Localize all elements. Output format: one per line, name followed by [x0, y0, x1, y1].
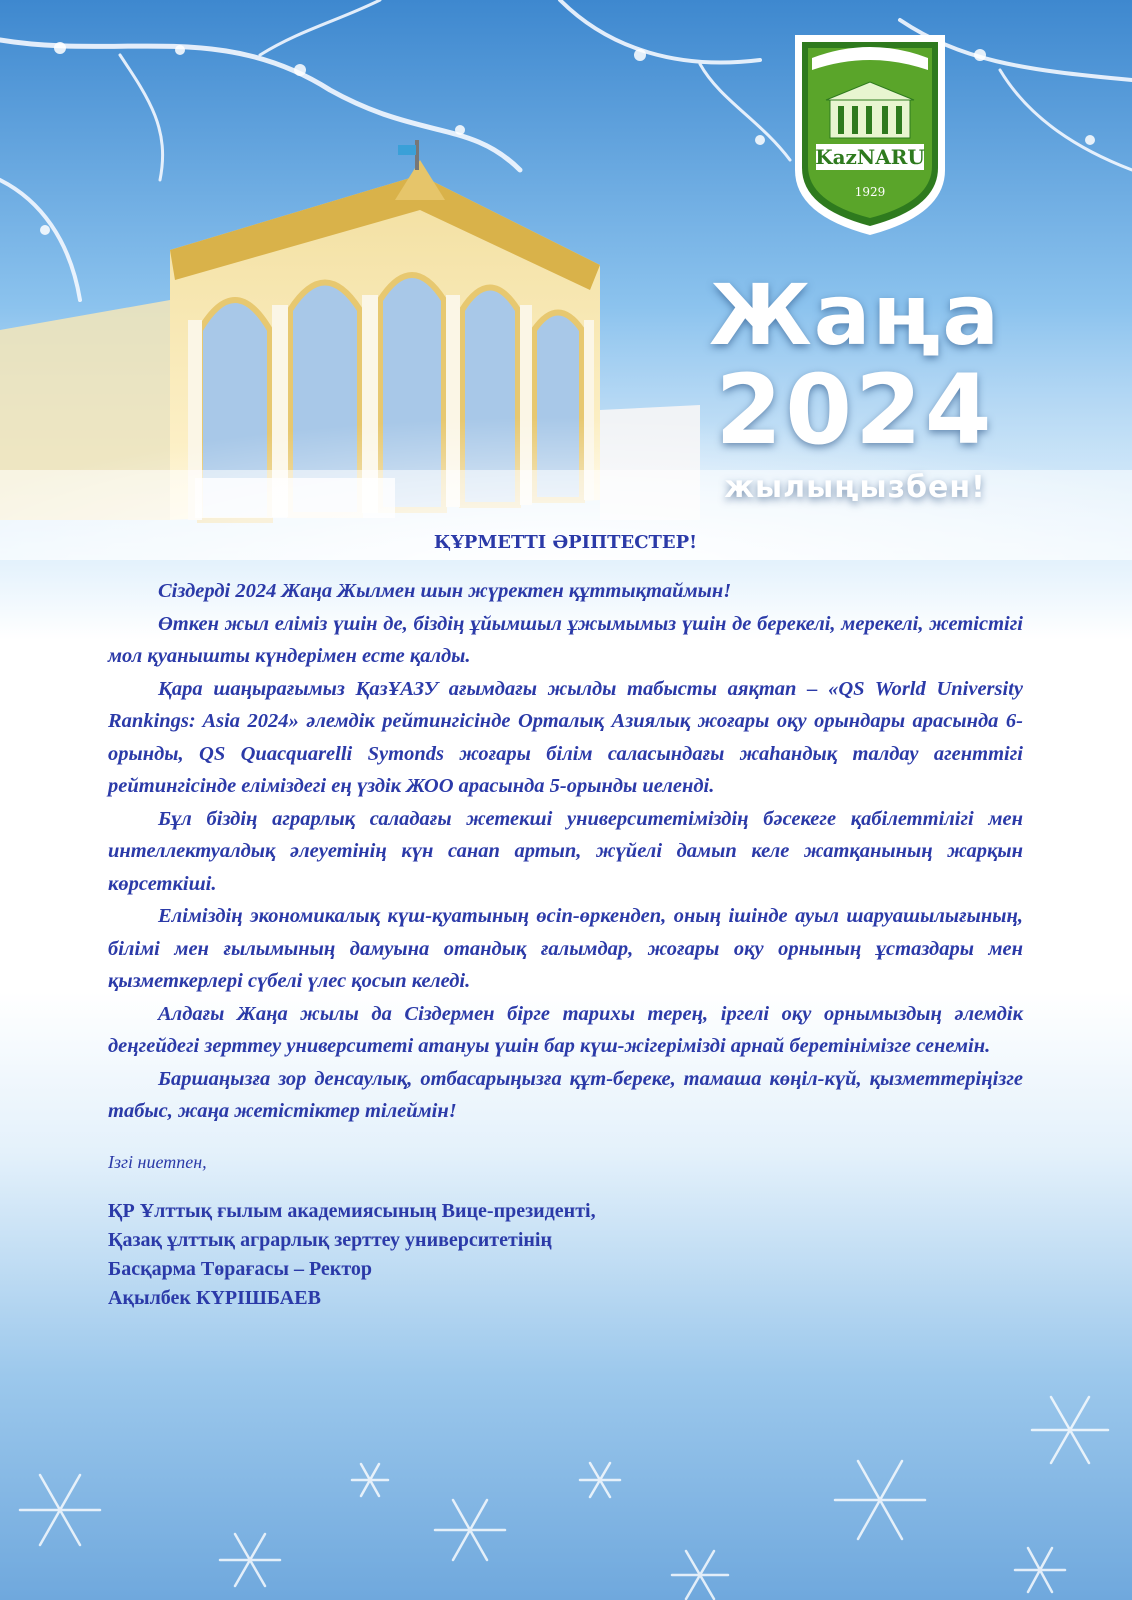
letter-closing: Ізгі ниетпен,: [108, 1151, 207, 1172]
letter-body: [108, 532, 1023, 1313]
letter-paragraph: Баршаңызға зор денсаулық, отбасарыңызға құт-береке, тамаша көңіл-күй, қызметтеріңізге табыс, жаңа жетістіктер тілеймін!: [108, 1067, 1023, 1122]
letter-paragraph: Өткен жыл еліміз үшін де, біздің ұйымшыл ұжымымыз үшін де берекелі, мерекелі, жетістігі мол қуанышты күндерімен есте қалды.: [108, 612, 1023, 667]
logo-text: KazNARU: [815, 145, 925, 169]
letter-paragraph: Бұл біздің аграрлық саладағы жетекші университетіміздің бәсекеге қабілеттілігі мен интеллектуалдық әлеуетінің күн санап артып, жүйелі дамып келе жатқанының жарқын көрсеткіші.: [108, 807, 1023, 895]
signature-line: ҚР Ұлттық ғылым академиясының Вице-президенті,: [108, 1199, 596, 1222]
logo-year: 1929: [854, 185, 886, 199]
signature-name: Ақылбек КҮРІШБАЕВ: [108, 1286, 321, 1309]
letter-paragraph: Алдағы Жаңа жылы да Сіздермен бірге тарихы терең, іргелі оқу орнымыздың әлемдік деңгейдегі зерттеу университеті атануы үшін бар күш-жігерімізді арнай беретінімізге сенемін.: [108, 1002, 1023, 1057]
signature-line: Басқарма Төрағасы – Ректор: [108, 1257, 373, 1280]
new-year-greeting: [700, 266, 1010, 512]
signature-block: [108, 1197, 1023, 1313]
letter-paragraph: Қара шаңырағымыз ҚазҰАЗУ ағымдағы жылды табысты аяқтап – «QS World University Rankings: Asia 2024» әлемдік рейтингісінде Орталық Азиялық жоғары оқу орындары арасында 6-орынды, QS Quacquarelli Symonds жоғары білім саласындағы жаһандық талдау агенттігі рейтингісінде еліміздегі ең үздік ЖОО арасында 5-орынды иеленді.: [108, 677, 1023, 797]
kaznaru-logo: [790, 30, 950, 240]
signature-line: Қазақ ұлттық аграрлық зерттеу университетінің: [108, 1228, 552, 1251]
greeting-tagline: жылыңызбен!: [724, 470, 986, 505]
greeting-word: Жаңа: [708, 266, 1002, 364]
greeting-year: 2024: [715, 354, 995, 466]
letter-salutation: ҚҰРМЕТТІ ӘРІПТЕСТЕР!: [433, 532, 698, 553]
letter-paragraph: Еліміздің экономикалық күш-қуатының өсіп-өркендеп, оның ішінде ауыл шаруашылығының, білімі мен ғылымының дамуына отандық ғалымдар, жоғары оқу орнының ұстаздары мен қызметкерлері сүбелі үлес қосып келеді.: [108, 905, 1023, 992]
letter-paragraph: Сіздерді 2024 Жаңа Жылмен шын жүректен құттықтаймын!: [158, 580, 732, 602]
